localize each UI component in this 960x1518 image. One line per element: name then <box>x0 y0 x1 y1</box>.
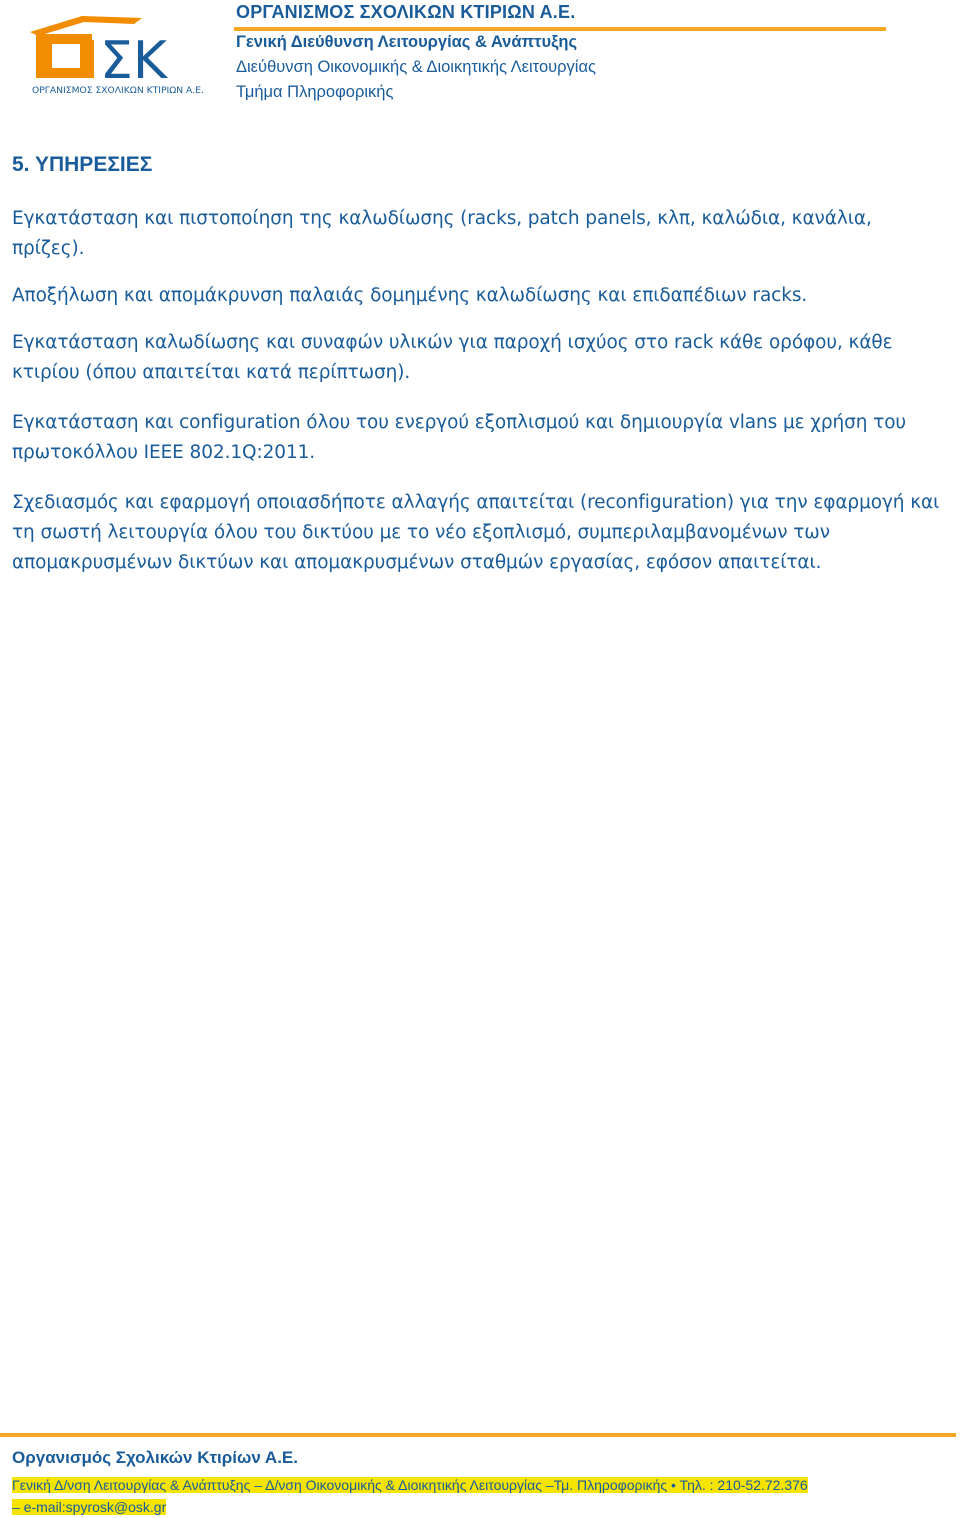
footer-divider <box>0 1433 956 1437</box>
footer-contact-line <box>12 1474 812 1518</box>
paragraph: Αποξήλωση και απομάκρυνση παλαιάς δομημένης καλωδίωσης και επιδαπέδιων racks. <box>12 285 808 306</box>
page-footer <box>12 1446 912 1518</box>
header-text-block <box>236 0 956 105</box>
paragraph: Εγκατάσταση και configuration όλου του ενεργού εξοπλισμού και δημιουργία vlans με χρήση του πρωτοκόλλου IEEE 802.1Q:2011. <box>12 412 907 463</box>
logo-subtitle: ΟΡΓΑΝΙΣΜΟΣ ΣΧΟΛΙΚΩΝ ΚΤΙΡΙΩΝ Α.Ε. <box>32 85 204 96</box>
header-directorate: Διεύθυνση Οικονομικής & Διοικητικής Λειτουργίας <box>236 58 596 76</box>
header-divider <box>234 27 886 31</box>
org-title: ΟΡΓΑΝΙΣΜΟΣ ΣΧΟΛΙΚΩΝ ΚΤΙΡΙΩΝ Α.Ε. <box>236 2 576 22</box>
header-general-directorate: Γενική Διεύθυνση Λειτουργίας & Ανάπτυξης <box>236 33 578 51</box>
main-content <box>12 150 942 598</box>
footer-contact-text: Γενική Δ/νση Λειτουργίας & Ανάπτυξης – Δ/νση Οικονομικής & Διοικητικής Λειτουργίας –Τμ. Πληροφορικής • Τηλ. : 210-52.72.376 – e-mail:spyrosk@osk.gr <box>12 1477 808 1515</box>
paragraph: Σχεδιασμός και εφαρμογή οποιασδήποτε αλλαγής απαιτείται (reconfiguration) για την εφαρμογή και τη σωστή λειτουργία όλου του δικτύου με το νέο εξοπλισμό, συμπεριλαμβανομένων των απομακρυσμένων δικτύων και απομακρυσμένων σταθμών εργασίας, εφόσον απαιτείται. <box>12 492 940 573</box>
footer-org-name: Οργανισμός Σχολικών Κτιρίων Α.Ε. <box>12 1448 298 1467</box>
osk-logo <box>22 10 222 96</box>
logo-text: ΣΚ <box>100 31 167 91</box>
page-header <box>0 0 960 110</box>
section-title: 5. ΥΠΗΡΕΣΙΕΣ <box>12 153 153 176</box>
paragraph: Εγκατάσταση και πιστοποίηση της καλωδίωσης (racks, patch panels, κλπ, καλώδια, κανάλια, πρίζες). <box>12 208 872 259</box>
header-department: Τμήμα Πληροφορικής <box>236 83 394 101</box>
paragraph: Εγκατάσταση καλωδίωσης και συναφών υλικών για παροχή ισχύος στο rack κάθε ορόφου, κάθε κτιρίου (όπου απαιτείται κατά περίπτωση). <box>12 332 893 383</box>
